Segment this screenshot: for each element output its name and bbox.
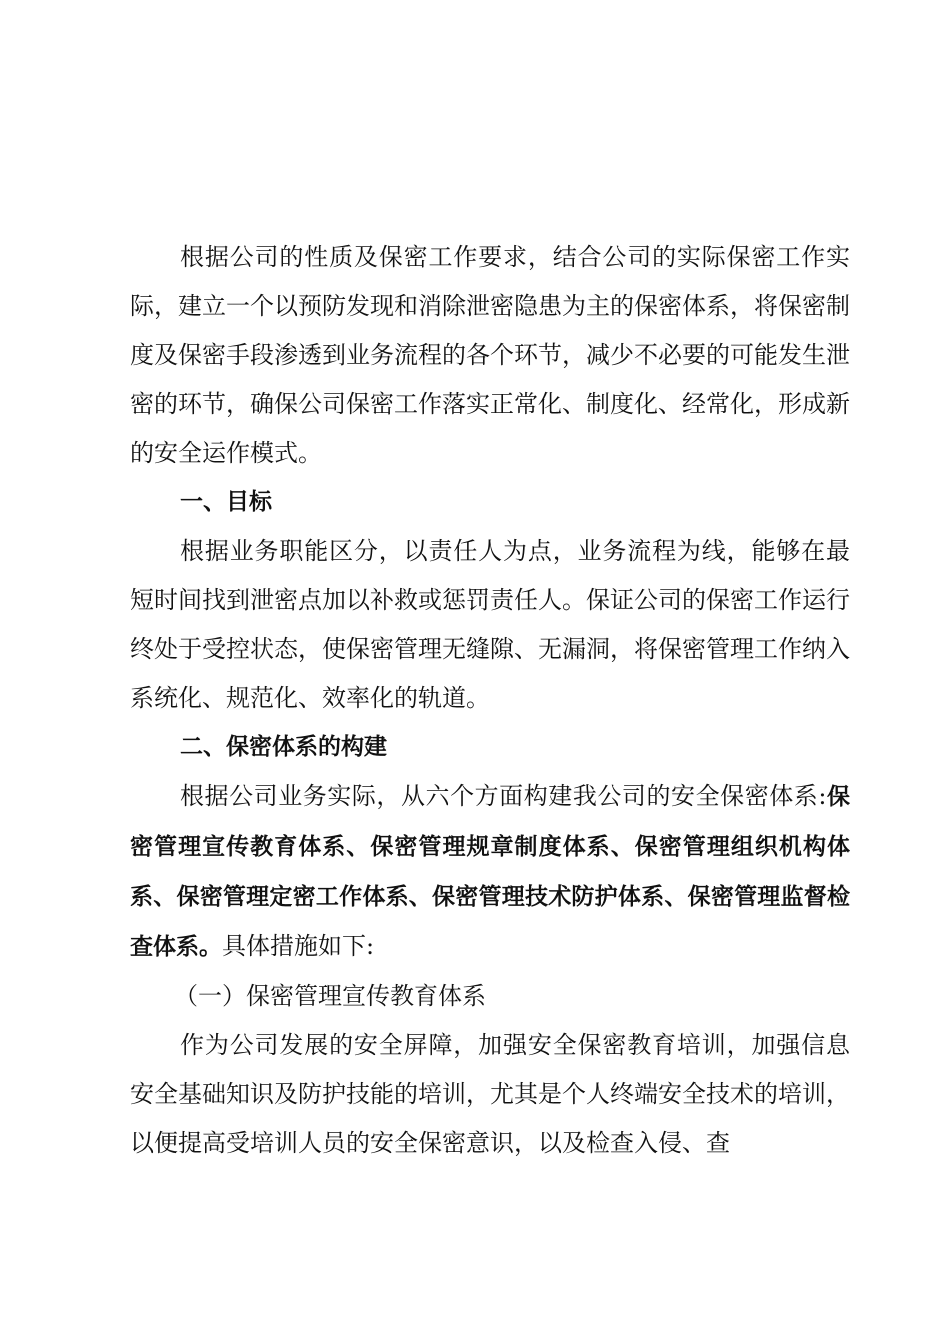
goal-paragraph: 根据业务职能区分，以责任人为点，业务流程为线，能够在最短时间找到泄密点加以补救或惩罚责任人。保证公司的保密工作运行终处于受控状态，使保密管理无缝隙、无漏洞，将保密管理工作纳入系统化、规范化、效率化的轨道。 xyxy=(130,537,850,712)
intro-paragraph: 根据公司的性质及保密工作要求，结合公司的实际保密工作实际，建立一个以预防发现和消除泄密隐患为主的保密体系，将保密制度及保密手段渗透到业务流程的各个环节，减少不必要的可能发生泄密的环节，确保公司保密工作落实正常化、制度化、经常化，形成新的安全运作模式。 xyxy=(130,243,850,467)
section-heading-system: 二、保密体系的构建 xyxy=(180,734,387,760)
section-heading-goal: 一、目标 xyxy=(180,489,272,515)
subsection-heading-education: （一）保密管理宣传教育体系 xyxy=(174,982,486,1010)
document-page xyxy=(130,233,850,1168)
system-paragraph-prefix: 根据公司业务实际，从六个方面构建我公司的安全保密体系: xyxy=(180,782,827,810)
system-paragraph-suffix: 具体措施如下: xyxy=(222,932,375,960)
system-paragraph xyxy=(130,772,850,972)
education-paragraph: 作为公司发展的安全屏障，加强安全保密教育培训，加强信息安全基础知识及防护技能的培训，尤其是个人终端安全技术的培训，以便提高受培训人员的安全保密意识，以及检查入侵、查 xyxy=(130,1031,850,1157)
system-paragraph-bold-list: 保密管理宣传教育体系、保密管理规章制度体系、保密管理组织机构体系、保密管理定密工作体系、保密管理技术防护体系、保密管理监督检查体系。 xyxy=(130,784,851,960)
